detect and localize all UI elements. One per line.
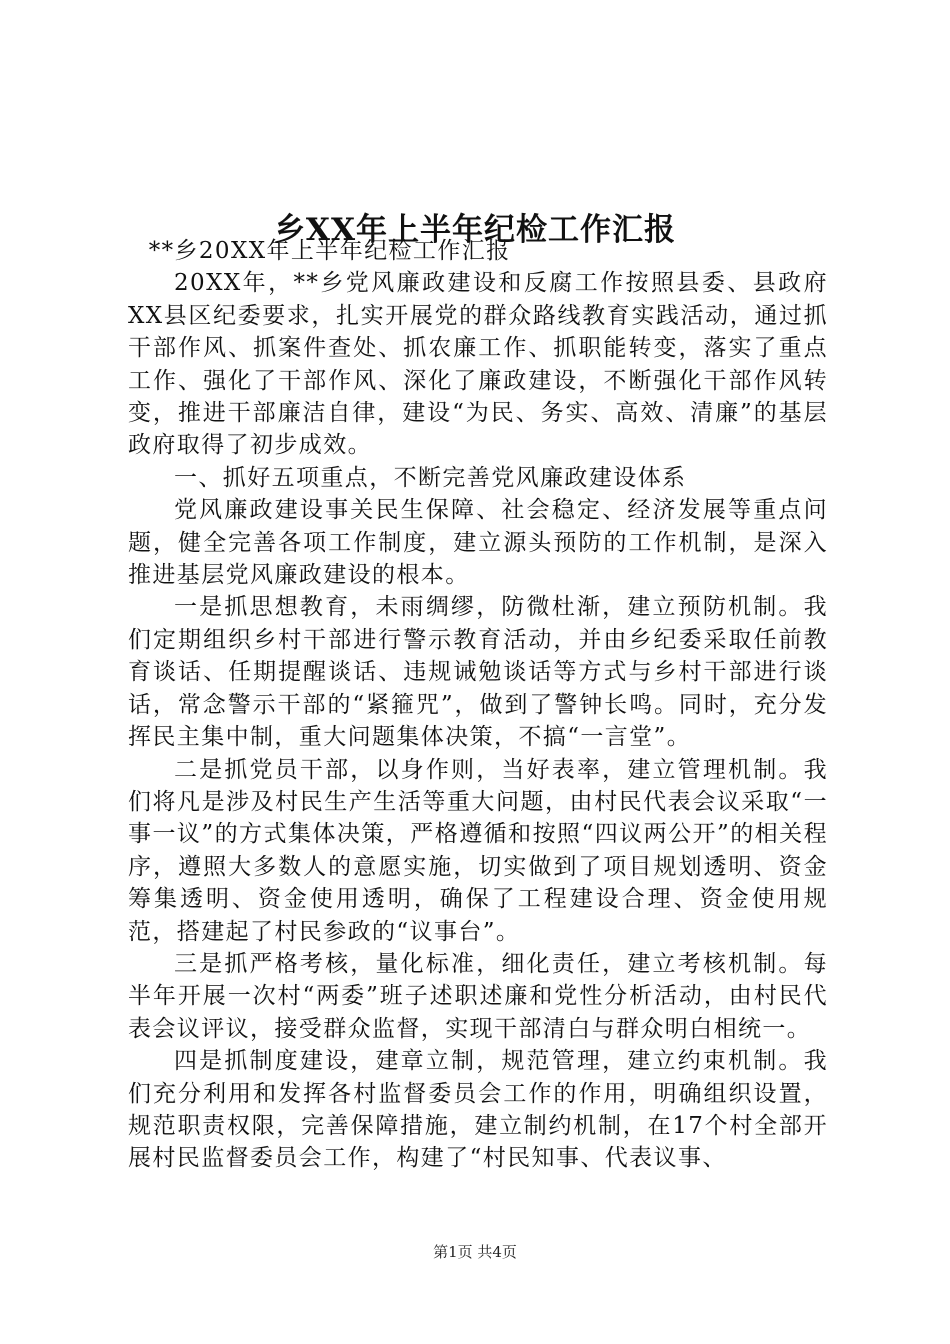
paragraph-item-3: 三是抓严格考核，量化标准，细化责任，建立考核机制。每半年开展一次村“两委”班子述职述廉和党性分析活动，由村民代表会议评议，接受群众监督，实现干部清白与群众明白相统一。	[128, 950, 828, 1042]
paragraph-item-4: 四是抓制度建设，建章立制，规范管理，建立约束机制。我们充分利用和发挥各村监督委员会工作的作用，明确组织设置，规范职责权限，完善保障措施，建立制约机制，在17个村全部开展村民监督委员会工作，构建了“村民知事、代表议事、	[128, 1048, 828, 1172]
paragraph-section-1-overview: 党风廉政建设事关民生保障、社会稳定、经济发展等重点问题，健全完善各项工作制度，建立源头预防的工作机制，是深入推进基层党风廉政建设的根本。	[128, 497, 828, 589]
paragraph-item-2: 二是抓党员干部，以身作则，当好表率，建立管理机制。我们将凡是涉及村民生产生活等重大问题，由村民代表会议采取“一事一议”的方式集体决策，严格遵循和按照“四议两公开”的相关程序，遵照大多数人的意愿实施，切实做到了项目规划透明、资金筹集透明、资金使用透明，确保了工程建设合理、资金使用规范，搭建起了村民参政的“议事台”。	[128, 756, 828, 945]
page-footer: 第1页 共4页	[433, 1243, 517, 1261]
document-body	[128, 235, 828, 1175]
document-title: 乡XX年上半年纪检工作汇报	[273, 211, 677, 248]
section-heading-1: 一、抓好五项重点，不断完善党风廉政建设体系	[174, 464, 687, 491]
paragraph-intro: 20XX年，**乡党风廉政建设和反腐工作按照县委、县政府XX县区纪委要求，扎实开展党的群众路线教育实践活动，通过抓干部作风、抓案件查处、抓农廉工作、抓职能转变，落实了重点工作、强化了干部作风、深化了廉政建设，不断强化干部作风转变，推进干部廉洁自律，建设“为民、务实、高效、清廉”的基层政府取得了初步成效。	[128, 270, 828, 459]
document-subtitle: **乡20XX年上半年纪检工作汇报	[148, 238, 511, 264]
paragraph-item-1: 一是抓思想教育，未雨绸缪，防微杜渐，建立预防机制。我们定期组织乡村干部进行警示教育活动，并由乡纪委采取任前教育谈话、任期提醒谈话、违规诫勉谈话等方式与乡村干部进行谈话，常念警示干部的“紧箍咒”，做到了警钟长鸣。同时，充分发挥民主集中制，重大问题集体决策，不搞“一言堂”。	[128, 594, 828, 751]
